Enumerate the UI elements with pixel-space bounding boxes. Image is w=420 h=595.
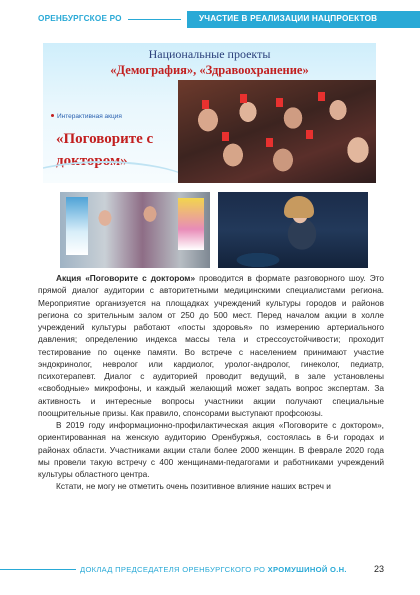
page-number: 23	[374, 564, 385, 574]
action-name: Акция «Поговорите с доктором»	[56, 273, 196, 283]
footer-report-label	[80, 565, 347, 574]
paragraph-1-text: проводится в формате разговорного шоу. Это прямой диалог аудитории с авторитетными медицинскими специалистами региона. Мероприятие организуется на площадках учреждений культуры городов и районов региона со зрительным залом от 250 до 500 мест. Перед началом акции в холле учреждений культуры работают «посты здоровья» по измерению артериального давления; определению индекса массы тела и стрессоустойчивости; проходит тестирование по оценке памяти. Во встрече с населением принимают участие эндокринолог, невролог или кардиолог, уролог-андролог, гинеколог, педиатр, психотерапевт. Диалог с аудиторией проводит ведущий, в зале установлены «свободные» микрофоны, и каждый желающий может задать вопрос экспертам. За активность и интересные вопросы участники акции получают специальные поощрительные призы. Как правило, спонсорами выступают профсоюзы.	[38, 273, 384, 418]
speaker-hair	[284, 196, 314, 218]
header-section-title: УЧАСТИЕ В РЕАЛИЗАЦИИ НАЦПРОЕКТОВ	[199, 14, 378, 23]
article-paragraph-1	[38, 272, 384, 419]
poster-title-line2: «Демография», «Здравоохранение»	[110, 63, 309, 77]
article-paragraph-3: Кстати, не могу не отметить очень позитивное влияние наших встреч и	[56, 481, 331, 492]
bullet-icon	[51, 114, 54, 117]
header-divider	[128, 19, 181, 20]
red-card	[240, 94, 247, 103]
photo-banner-stand	[66, 197, 88, 255]
poster-title-line1: Национальные проекты	[148, 47, 271, 61]
red-card	[202, 100, 209, 109]
red-card	[222, 132, 229, 141]
header-section-bar	[187, 11, 420, 28]
red-card	[306, 130, 313, 139]
event-poster	[43, 43, 376, 183]
header-region-label: ОРЕНБУРГСКОЕ РО	[38, 14, 122, 23]
article-paragraph-2: В 2019 году информационно-профилактическая акция «Поговорите с доктором», ориентированная на женскую аудиторию Оренбуржья, состоялась в 6-и городах и районах области. Участниками акции стали более 2000 женщин. В феврале 2020 года мы провели такую встречу с 400 женщинами-педагогами и работниками учреждений культуры областного центра.	[38, 420, 384, 479]
red-card	[318, 92, 325, 101]
event-visitors-photo	[60, 192, 210, 268]
article-body	[38, 272, 384, 493]
audience-photo	[178, 80, 376, 183]
footer-author: ХРОМУШИНОЙ О.Н.	[267, 565, 347, 574]
speaker-photo	[218, 192, 368, 268]
red-card	[276, 98, 283, 107]
photo-banner-stand	[178, 198, 204, 250]
red-card	[266, 138, 273, 147]
poster-action-label: Интерактивная акция	[57, 113, 122, 120]
poster-slogan-line1: «Поговорите с	[56, 131, 154, 147]
footer-divider	[0, 569, 76, 570]
footer-report-title: ДОКЛАД ПРЕДСЕДАТЕЛЯ ОРЕНБУРГСКОГО РО	[80, 565, 266, 574]
poster-slogan-line2: доктором»	[56, 153, 128, 169]
